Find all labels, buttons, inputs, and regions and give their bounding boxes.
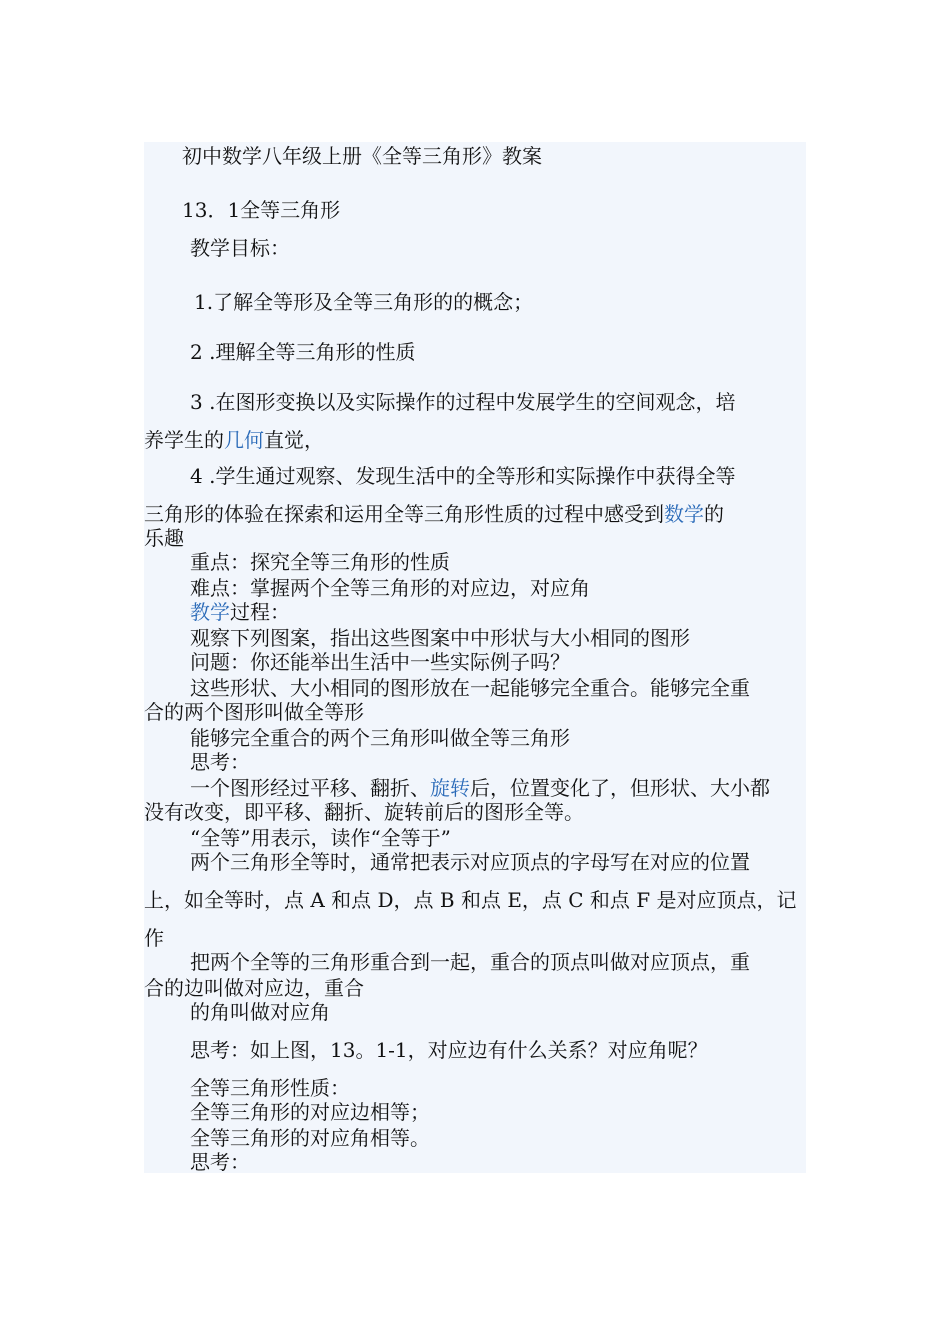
section-heading: 13．1全等三角形 — [182, 198, 341, 222]
think-label-1: 思考： — [190, 750, 250, 774]
objective-2: 2 .理解全等三角形的性质 — [190, 340, 416, 364]
paragraph-question: 问题：你还能举出生活中一些实际例子吗？ — [190, 650, 570, 674]
paragraph-congruent-line-1: 这些形状、大小相同的图形放在一起能够完全重合。能够完全重 — [190, 676, 750, 700]
objective-3-line-2 — [144, 428, 806, 452]
geometry-link[interactable]: 几何 — [224, 428, 264, 452]
objective-4-line-3: 乐趣 — [144, 526, 184, 550]
math-link[interactable]: 数学 — [664, 502, 704, 526]
paragraph-transform-line-1 — [144, 776, 852, 800]
paragraph-transform-line-2: 没有改变，即平移、翻折、旋转前后的图形全等。 — [144, 800, 584, 824]
text-segment: 过程： — [230, 600, 290, 624]
doc-title: 初中数学八年级上册《全等三角形》教案 — [182, 144, 542, 168]
text-segment: 三角形的体验在探索和运用全等三角形性质的过程中感受到 — [144, 502, 664, 526]
paragraph-observe: 观察下列图案，指出这些图案中中形状与大小相同的图形 — [190, 626, 690, 650]
property-angles: 全等三角形的对应角相等。 — [190, 1126, 430, 1150]
teaching-link[interactable]: 教学 — [190, 600, 230, 624]
objective-3-line-1: 3 .在图形变换以及实际操作的过程中发展学生的空间观念，培 — [190, 390, 736, 414]
paragraph-congruent-line-2: 合的两个图形叫做全等形 — [144, 700, 364, 724]
text-segment: 的 — [704, 502, 724, 526]
objective-4-line-2 — [144, 502, 806, 526]
paragraph-overlap-line-3: 的角叫做对应角 — [190, 1000, 330, 1024]
text-segment: 直觉， — [264, 428, 324, 452]
rotation-link[interactable]: 旋转 — [430, 776, 470, 800]
document-panel — [144, 142, 806, 1173]
text-segment: 一个图形经过平移、翻折、 — [190, 776, 430, 800]
objectives-heading: 教学目标： — [190, 236, 290, 260]
property-sides: 全等三角形的对应边相等； — [190, 1100, 430, 1124]
paragraph-overlap-line-2: 合的边叫做对应边，重合 — [144, 976, 364, 1000]
difficulty: 难点：掌握两个全等三角形的对应边，对应角 — [190, 576, 590, 600]
think-label-2: 思考： — [190, 1150, 250, 1174]
paragraph-notation: “全等”用表示，读作“全等于” — [190, 826, 451, 850]
properties-heading: 全等三角形性质： — [190, 1076, 350, 1100]
text-segment: 后，位置变化了，但形状、大小都 — [470, 776, 770, 800]
key-point: 重点：探究全等三角形的性质 — [190, 550, 450, 574]
paragraph-overlap-line-1: 把两个全等的三角形重合到一起，重合的顶点叫做对应顶点，重 — [190, 950, 750, 974]
paragraph-congruent-triangles: 能够完全重合的两个三角形叫做全等三角形 — [190, 726, 570, 750]
objective-4-line-1: 4 .学生通过观察、发现生活中的全等形和实际操作中获得全等 — [190, 464, 736, 488]
paragraph-vertices-line-1: 两个三角形全等时，通常把表示对应顶点的字母写在对应的位置 — [190, 850, 750, 874]
process-heading — [144, 600, 852, 624]
paragraph-vertices-line-2: 上，如全等时，点 A 和点 D，点 B 和点 E，点 C 和点 F 是对应顶点，记 — [144, 888, 797, 912]
paragraph-vertices-line-3: 作 — [144, 926, 164, 950]
objective-1: 1.了解全等形及全等三角形的的概念； — [194, 290, 534, 314]
paragraph-think-question: 思考：如上图，13。1-1，对应边有什么关系？对应角呢？ — [190, 1038, 708, 1062]
text-segment: 养学生的 — [144, 428, 224, 452]
